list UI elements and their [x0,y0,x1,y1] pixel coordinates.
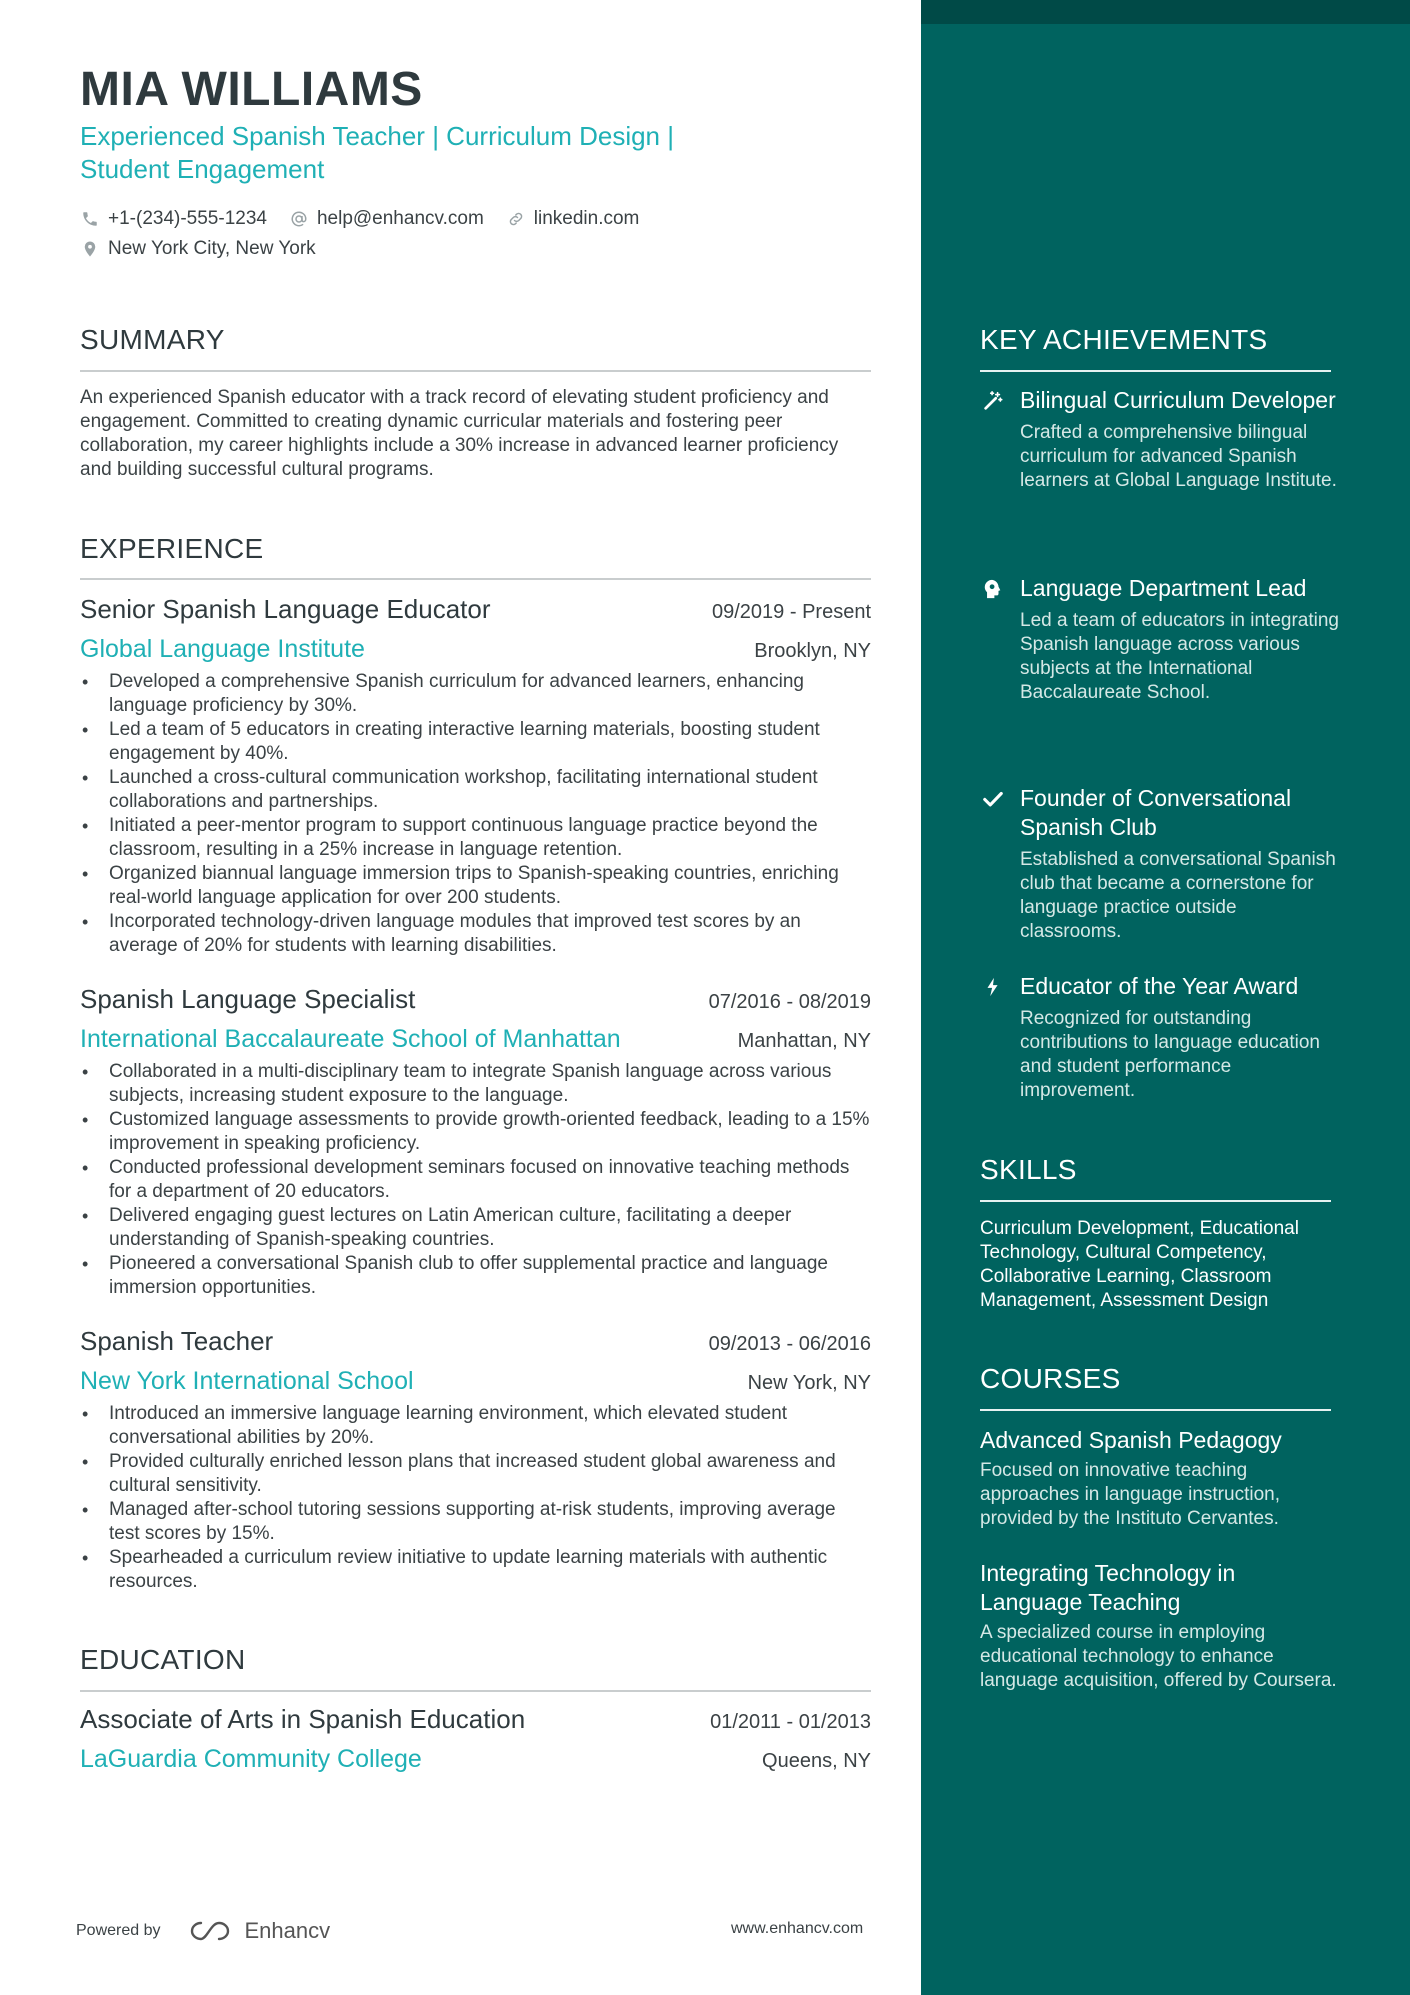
school-name: LaGuardia Community College [80,1745,422,1773]
email-text: help@enhancv.com [316,208,484,229]
job-bullet: • Introduced an immersive language learning environment, which elevated student conversational abilities by 20%. [80,1402,871,1450]
summary-title: SUMMARY [80,324,225,355]
email-contact[interactable] [289,208,484,230]
experience-divider [80,578,871,580]
education-dates: 01/2011 - 01/2013 [710,1711,871,1733]
achievement-item [980,972,1340,1103]
brand-name: Enhancv [244,1918,331,1943]
powered-by-text: Powered by [76,1922,161,1939]
headline-line-2: Student Engagement [80,154,325,184]
job-bullets [80,1402,871,1594]
footer-url[interactable]: www.enhancv.com [731,1920,864,1937]
job-location: Brooklyn, NY [754,640,871,662]
sidebar [921,0,1410,1995]
job-entry [80,984,871,1300]
achievement-title: Founder of Conversational Spanish Club [1020,785,1292,840]
job-dates: 09/2013 - 06/2016 [708,1333,871,1355]
powered-by [76,1918,330,1944]
achievement-item [980,386,1340,493]
achievement-item [980,574,1340,705]
experience-title: EXPERIENCE [80,533,264,564]
course-item [980,1426,1340,1531]
lightning-bolt-icon [980,974,1006,1000]
job-title: Spanish Language Specialist [80,984,416,1014]
skills-title: SKILLS [980,1154,1077,1185]
at-sign-icon [289,209,309,229]
sidebar-top-band [921,0,1410,24]
website-text: linkedin.com [533,208,640,229]
job-entry [80,594,871,958]
summary-text: An experienced Spanish educator with a track record of elevating student proficiency and engagement. Committed to creating dynamic curricular materials and fostering peer collaboration, my career highlights include a 30% increase in advanced learner proficiency and building successful cultural programs. [80,387,839,480]
courses-title: COURSES [980,1363,1121,1394]
summary-divider [80,370,871,372]
job-location: New York, NY [747,1372,871,1394]
headline-line-1: Experienced Spanish Teacher | Curriculum Design | [80,121,674,151]
company-name: International Baccalaureate School of Manhattan [80,1025,621,1053]
job-location: Manhattan, NY [737,1030,871,1052]
education-entry [80,1704,871,1774]
phone-contact[interactable] [80,208,267,230]
skills-list: Curriculum Development, Educational Technology, Cultural Competency, Collaborative Learning, Classroom Management, Assessment Design [980,1218,1299,1311]
job-bullet: • Delivered engaging guest lectures on Latin American culture, facilitating a deeper understanding of Spanish-speaking countries. [80,1204,871,1252]
job-bullet: • Organized biannual language immersion trips to Spanish-speaking countries, enriching real-world language application for over 200 students. [80,862,871,910]
phone-text: +1-(234)-555-1234 [108,208,267,229]
job-bullets [80,1060,871,1300]
achievement-title: Bilingual Curriculum Developer [1020,387,1336,413]
job-bullet: • Developed a comprehensive Spanish curriculum for advanced learners, enhancing language proficiency by 30%. [80,670,871,718]
job-bullet: • Initiated a peer-mentor program to support continuous language practice beyond the classroom, resulting in a 25% increase in language retention. [80,814,871,862]
candidate-name: MIA WILLIAMS [80,63,423,116]
job-bullet: • Led a team of 5 educators in creating interactive learning materials, boosting student engagement by 40%. [80,718,871,766]
job-bullet: • Launched a cross-cultural communication workshop, facilitating international student collaborations and partnerships. [80,766,871,814]
achievement-title: Language Department Lead [1020,575,1307,601]
magic-wand-icon [980,388,1006,414]
course-desc: A specialized course in employing educational technology to enhance language acquisition, offered by Coursera. [980,1622,1337,1691]
job-bullet: • Collaborated in a multi-disciplinary team to integrate Spanish language across various subjects, increasing student exposure to the language. [80,1060,871,1108]
skills-divider [980,1200,1331,1202]
job-bullet: • Incorporated technology-driven language modules that improved test scores by an average of 20% for students with learning disabilities. [80,910,871,958]
location-pin-icon [80,239,100,259]
job-bullet: • Managed after-school tutoring sessions supporting at-risk students, improving average test scores by 15%. [80,1498,871,1546]
job-bullet: • Spearheaded a curriculum review initiative to update learning materials with authentic resources. [80,1546,871,1594]
phone-icon [80,209,100,229]
enhancv-logo-icon [187,1919,233,1943]
job-dates: 07/2016 - 08/2019 [708,991,871,1013]
company-name: New York International School [80,1367,414,1395]
achievement-desc: Established a conversational Spanish club that became a cornerstone for language practice outside classrooms. [1020,849,1336,942]
website-contact[interactable] [506,208,640,230]
courses-divider [980,1409,1331,1411]
degree: Associate of Arts in Spanish Education [80,1704,526,1734]
achievement-desc: Crafted a comprehensive bilingual curriculum for advanced Spanish learners at Global Language Institute. [1020,422,1337,491]
location-text: New York City, New York [108,238,316,259]
achievement-desc: Recognized for outstanding contributions to language education and student performance improvement. [1020,1008,1321,1101]
achievement-item [980,784,1340,944]
education-divider [80,1690,871,1692]
headline [80,120,780,186]
brain-head-icon [980,576,1006,602]
job-bullet: • Conducted professional development seminars focused on innovative teaching methods for a department of 20 educators. [80,1156,871,1204]
enhancv-logo[interactable] [187,1918,331,1944]
location-contact [80,238,316,260]
course-desc: Focused on innovative teaching approaches in language instruction, provided by the Instituto Cervantes. [980,1460,1280,1529]
contact-info [80,204,661,264]
checkmark-icon [980,786,1006,812]
job-bullets [80,670,871,958]
course-item [980,1559,1340,1693]
course-title: Integrating Technology in Language Teaching [980,1560,1236,1615]
school-location: Queens, NY [762,1750,871,1772]
job-dates: 09/2019 - Present [712,601,871,623]
job-title: Spanish Teacher [80,1326,274,1356]
job-entry [80,1326,871,1594]
job-bullet: • Pioneered a conversational Spanish club to offer supplemental practice and language immersion opportunities. [80,1252,871,1300]
achievements-title: KEY ACHIEVEMENTS [980,324,1268,355]
job-title: Senior Spanish Language Educator [80,594,491,624]
company-name: Global Language Institute [80,635,365,663]
achievement-desc: Led a team of educators in integrating Spanish language across various subjects at the International Baccalaureate School. [1020,610,1339,703]
job-bullet: • Provided culturally enriched lesson plans that increased student global awareness and cultural sensitivity. [80,1450,871,1498]
education-title: EDUCATION [80,1644,246,1675]
achievements-divider [980,370,1331,372]
course-title: Advanced Spanish Pedagogy [980,1427,1282,1453]
job-bullet: • Customized language assessments to provide growth-oriented feedback, leading to a 15% improvement in speaking proficiency. [80,1108,871,1156]
achievement-title: Educator of the Year Award [1020,973,1299,999]
link-icon [506,209,526,229]
